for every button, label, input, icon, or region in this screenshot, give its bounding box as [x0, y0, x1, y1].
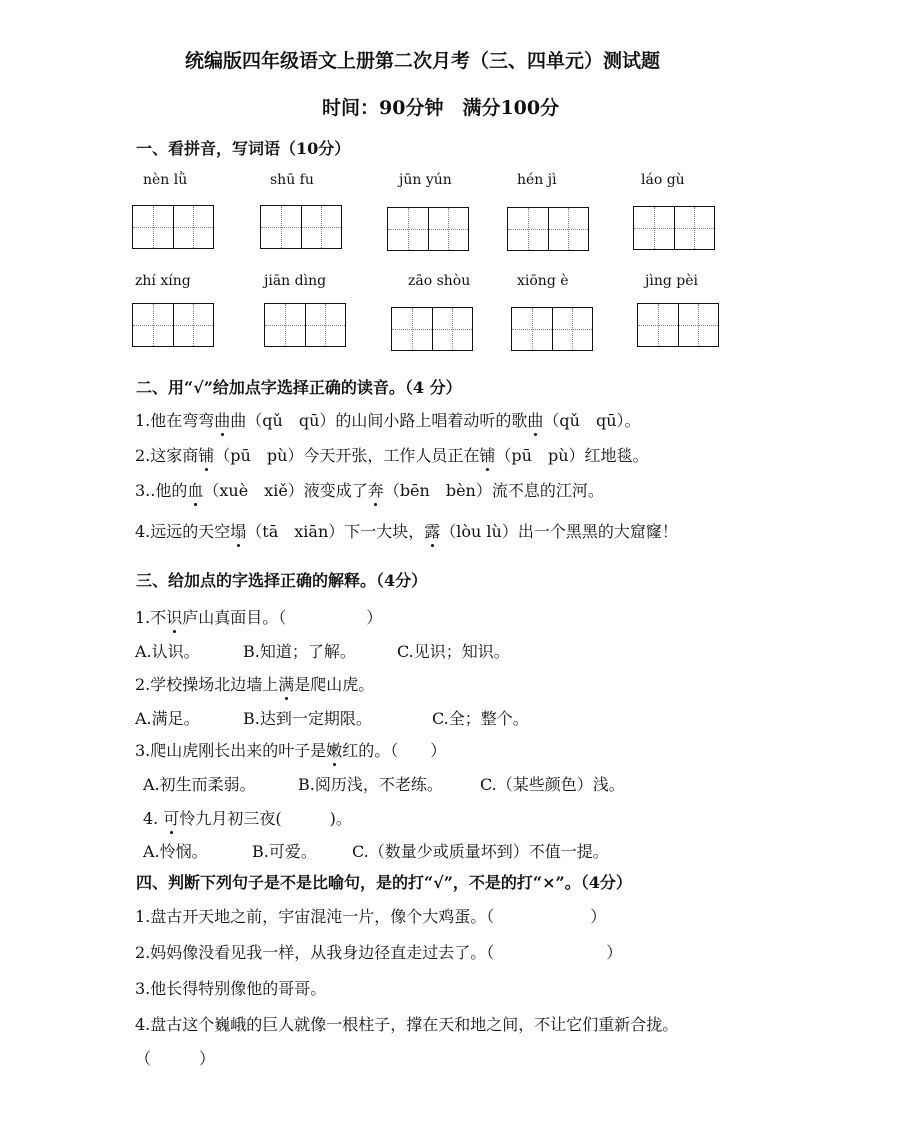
section-2-heading: 二、用“√”给加点字选择正确的读音。（4 分） [136, 378, 462, 397]
option-a: A.满足。 [135, 709, 200, 728]
dotted-character: 铺 [479, 446, 496, 465]
question-line: 2.这家商铺（pū pù）今天开张，工作人员正在铺（pū pù）红地毯。 [135, 446, 649, 465]
option-b: B.达到一定期限。 [243, 709, 372, 728]
option-a: A.认识。 [135, 642, 200, 661]
question-line: 2.妈妈像没看见我一样，从我身边径直走过去了。（ ） [135, 943, 623, 962]
pinyin-label: jūn yún [399, 172, 452, 188]
dotted-character: 可 [163, 809, 180, 828]
writing-grid[interactable] [132, 205, 214, 249]
answer-blank[interactable]: （ ） [135, 1049, 216, 1068]
pinyin-label: zhí xíng [135, 273, 191, 289]
dotted-character: 满 [278, 675, 295, 694]
dotted-character: 曲 [527, 411, 544, 430]
dotted-character: 塌 [230, 522, 247, 541]
question-line: 1.他在弯弯曲曲（qǔ qū）的山间小路上唱着动听的歌曲（qǔ qū）。 [135, 411, 641, 430]
question-line: 4.远远的天空塌（tā xiān）下一大块，露（lòu lù）出一个黑黑的大窟窿！ [135, 522, 678, 541]
option-c: C.全；整个。 [432, 709, 529, 728]
writing-grid[interactable] [637, 303, 719, 347]
writing-grid[interactable] [507, 207, 589, 251]
option-a: A.怜悯。 [143, 842, 208, 861]
question-line: 3.爬山虎刚长出来的叶子是嫩红的。（ ） [135, 741, 447, 760]
question-line: 3..他的血（xuè xiě）液变成了奔（bēn bèn）流不息的江河。 [135, 481, 604, 500]
pinyin-label: zāo shòu [408, 273, 471, 289]
pinyin-label: xiōng è [517, 273, 569, 289]
section-3-heading: 三、给加点的字选择正确的解释。（4分） [136, 571, 428, 590]
dotted-character: 血 [187, 481, 204, 500]
dotted-character: 铺 [198, 446, 215, 465]
section-1-heading: 一、看拼音，写词语（10分） [136, 139, 351, 158]
pinyin-label: shū fu [270, 172, 314, 188]
option-c: C.（某些颜色）浅。 [480, 775, 625, 794]
writing-grid[interactable] [132, 303, 214, 347]
question-line: 4.盘古这个巍峨的巨人就像一根柱子，撑在天和地之间，不让它们重新合拢。 [135, 1015, 679, 1034]
option-b: B.知道；了解。 [243, 642, 356, 661]
dotted-character: 露 [424, 522, 441, 541]
question-line: 1.不识庐山真面目。（ ） [135, 608, 383, 627]
pinyin-label: nèn lǜ [143, 172, 188, 188]
dotted-character: 曲 [214, 411, 231, 430]
page-title: 统编版四年级语文上册第二次月考（三、四单元）测试题 [185, 50, 661, 72]
section-4-heading: 四、判断下列句子是不是比喻句，是的打“√”，不是的打“×”。（4分） [136, 873, 632, 892]
option-b: B.可爱。 [252, 842, 317, 861]
writing-grid[interactable] [633, 206, 715, 250]
dotted-character: 奔 [367, 481, 384, 500]
writing-grid[interactable] [387, 207, 469, 251]
writing-grid[interactable] [511, 307, 593, 351]
option-a: A.初生而柔弱。 [143, 775, 256, 794]
question-line: 4. 可怜九月初三夜( )。 [143, 809, 352, 828]
pinyin-label: jìng pèi [645, 273, 698, 289]
option-b: B.阅历浅，不老练。 [298, 775, 443, 794]
writing-grid[interactable] [260, 205, 342, 249]
pinyin-label: láo gù [641, 172, 685, 188]
question-line: 1.盘古开天地之前，宇宙混沌一片，像个大鸡蛋。（ ） [135, 907, 607, 926]
question-line: 3.他长得特别像他的哥哥。 [135, 979, 327, 998]
page-subtitle: 时间：90分钟 满分100分 [322, 97, 560, 119]
writing-grid[interactable] [264, 303, 346, 347]
pinyin-label: jiān dìng [264, 273, 327, 289]
option-c: C.见识；知识。 [397, 642, 510, 661]
writing-grid[interactable] [391, 307, 473, 351]
question-line: 2.学校操场北边墙上满是爬山虎。 [135, 675, 375, 694]
dotted-character: 识 [166, 608, 183, 627]
pinyin-label: hén jì [517, 172, 557, 188]
option-c: C.（数量少或质量坏到）不值一提。 [352, 842, 609, 861]
dotted-character: 嫩 [326, 741, 343, 760]
